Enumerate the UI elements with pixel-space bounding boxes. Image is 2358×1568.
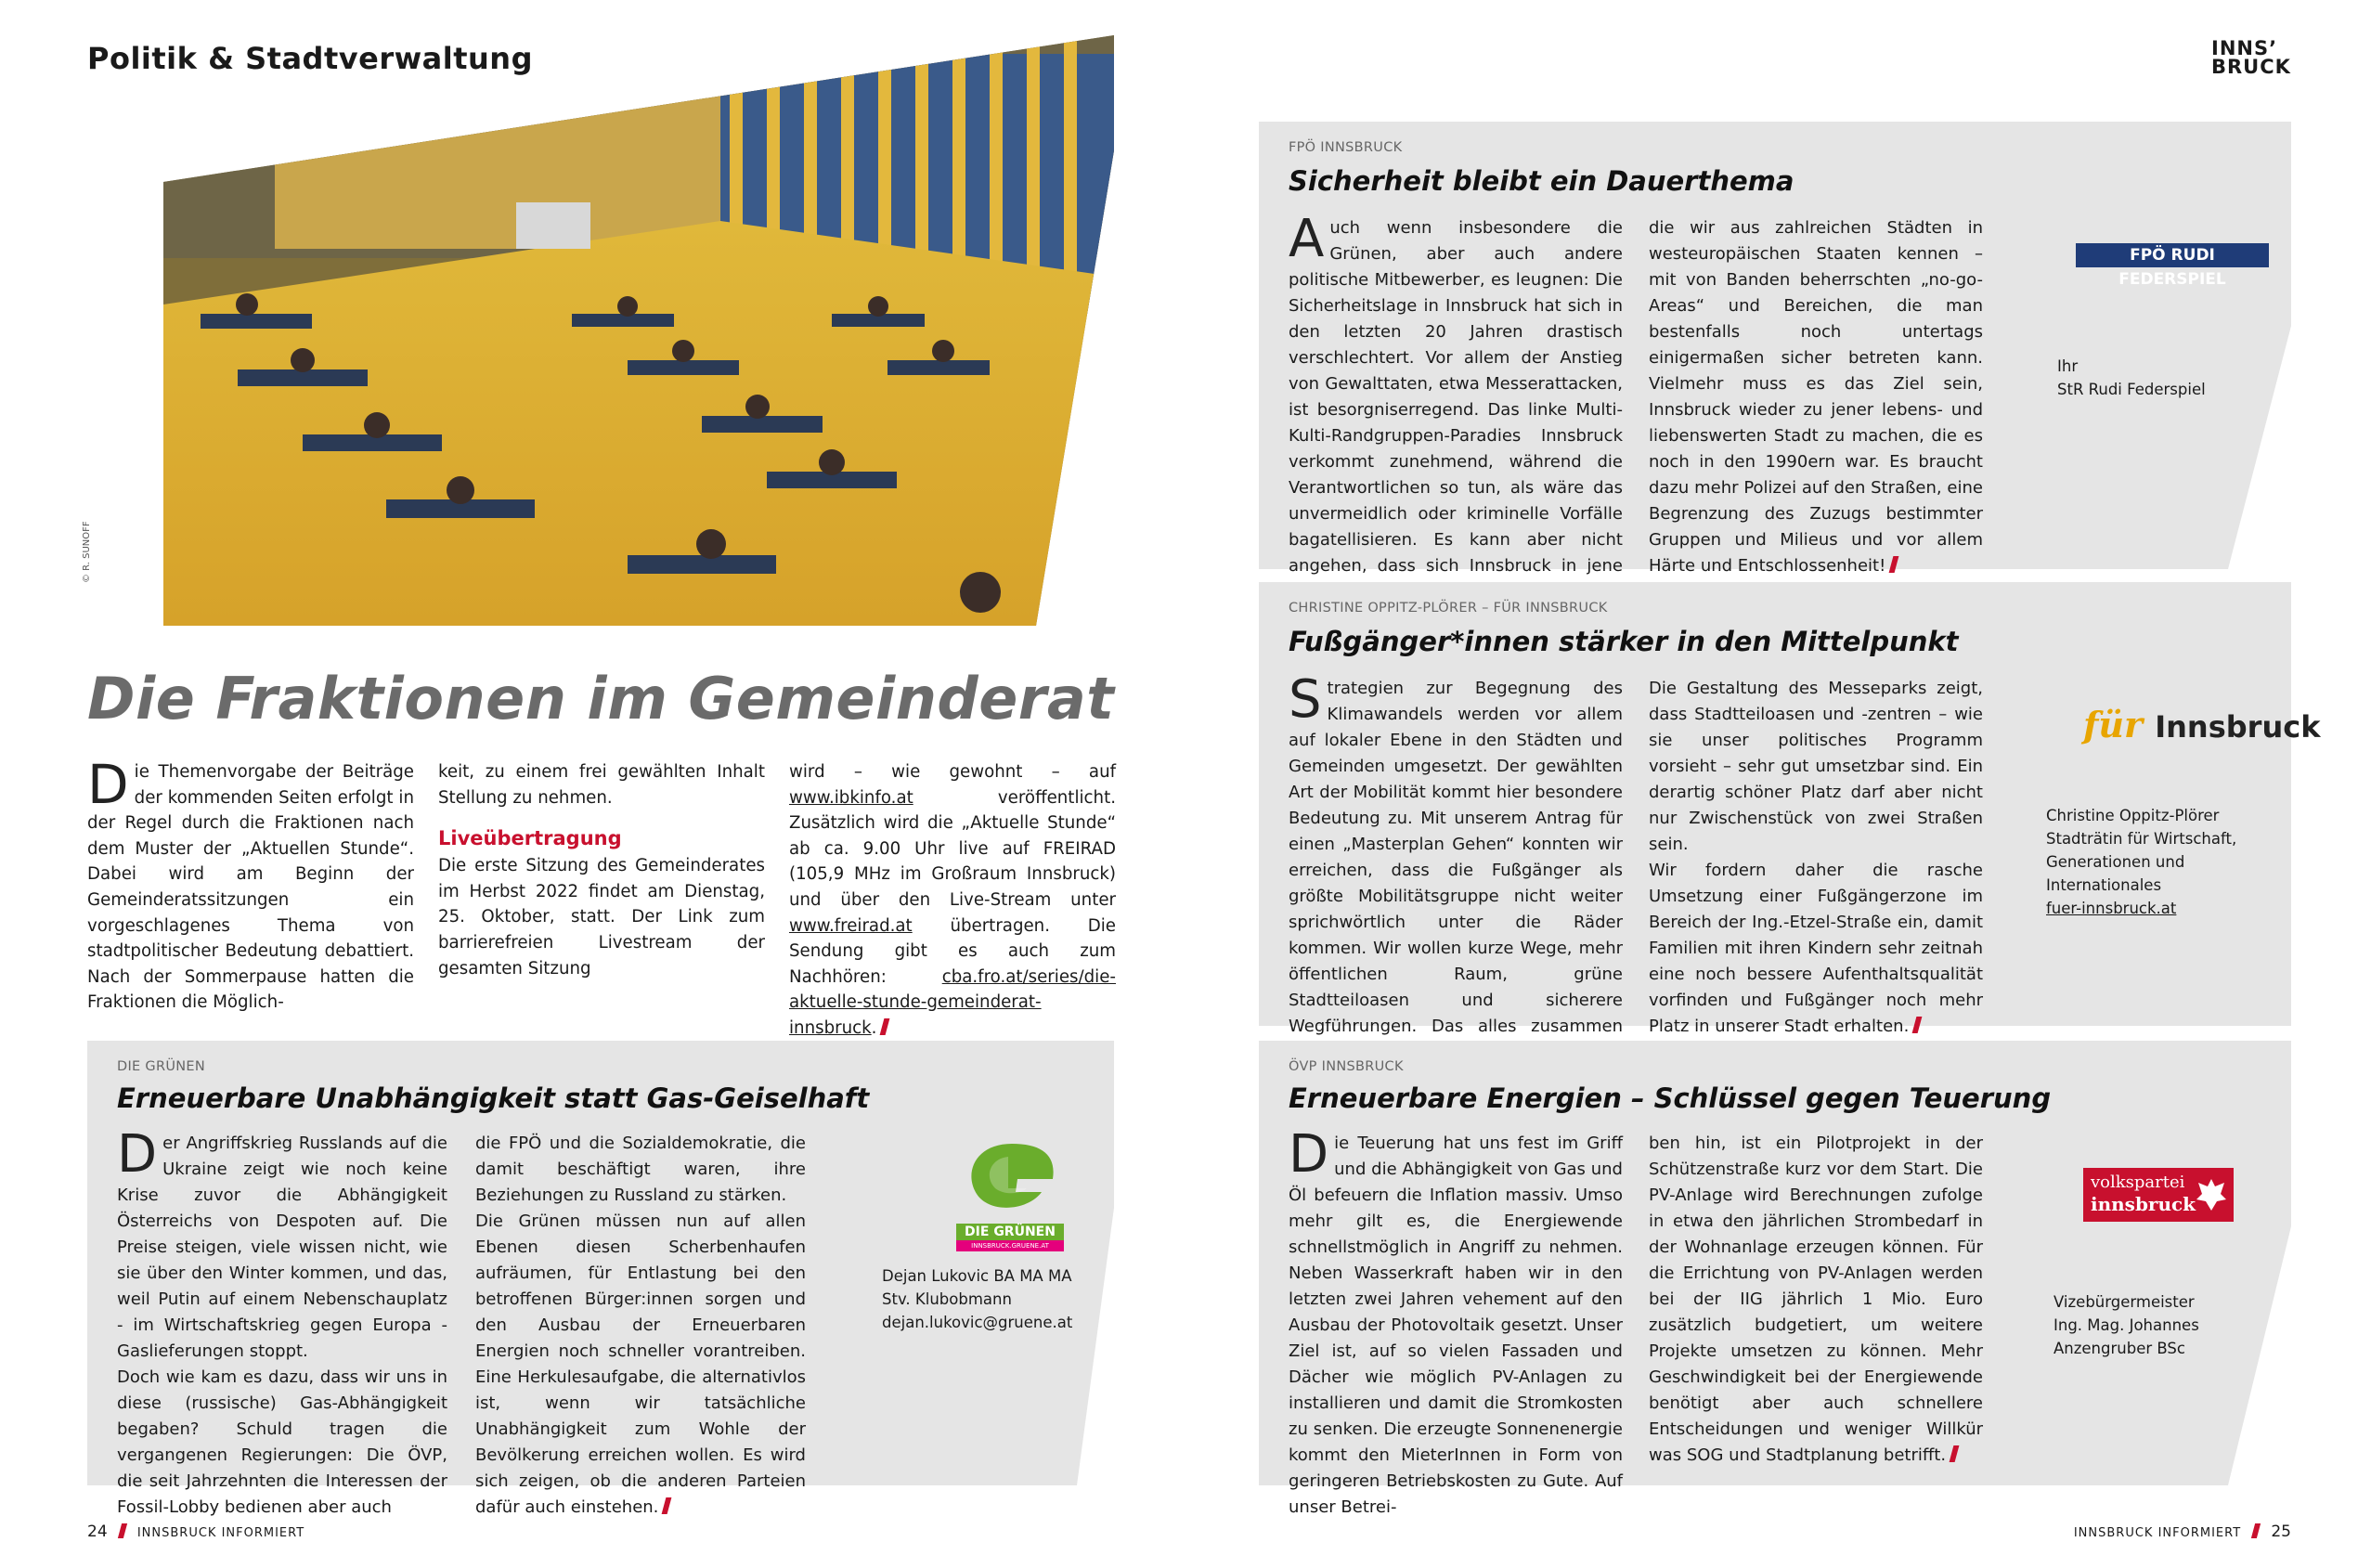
gruene-text-1: er Angriffskrieg Russlands auf die Ukraine zeigt wie noch keine Krise zuvor die Abhängigkeit Österreichs von Despoten auf. Die Preise steigen, viele wissen nicht, wie sie über den Winter kommen, und das, weil Putin auf einem Nebenschauplatz - im Wirtschaftskrieg gegen Europa - Gaslieferungen stoppt. [117,1134,447,1361]
author-line: Anzengruber BSc [2054,1340,2185,1357]
footer-slash-icon [2251,1523,2261,1538]
drop-cap: S [1289,669,1322,730]
fpoe-text-2: die wir aus zahlreichen Städten in westeuropäischen Staaten kennen – mit von Banden beherrschten „no-go-Areas“ und Bereichen, die man bestenfalls noch untertags einigermaßen sicher betreten kann. Vielmehr muss es das Ziel sein, Innsbruck wieder zu jener lebens- und liebenswerten Stadt zu machen, die es noch in den 1990ern war. Es braucht dazu mehr Polizei auf den Straßen, eine Begrenzung des Zuzugs bestimmter Gruppen und Milieus und vor allem Härte und Entschlossenheit! [1649,218,1983,576]
gruene-logo-text: DIE GRÜNEN [956,1224,1064,1240]
oevp-author [2054,1290,2199,1360]
innsbruck-logo [2211,39,2291,76]
gruene-text-2b: Die Grünen müssen nun auf allen Ebenen diesen Scherbenhaufen aufräumen, für Entlastung bei den betroffenen Bürger:innen sorgen und den Ausbau der Erneuerbaren Energien noch schneller vorantreiben. Eine Herkulesaufgabe, die alternativlos ist, wenn wir tatsächliche Unabhängigkeit zum Wohle der Bevölkerung erreichen wollen. Es wird sich zeigen, ob die anderen Parteien dafür auch einstehen. [475,1212,806,1517]
fuer-logo-a: für [2083,704,2143,745]
fuer-logo-b: Innsbruck [2155,709,2321,745]
live-heading: Liveübertragung [438,827,622,850]
page-number-left: 24 [87,1523,108,1541]
page-headline: Die Fraktionen im Gemeinderat [87,665,1115,732]
drop-cap: D [87,753,129,816]
council-photo [163,35,1114,626]
footer-right [2074,1523,2291,1541]
author-line: Generationen und [2046,853,2185,871]
oevp-column-1 [1289,1124,1623,1521]
author-line: Ing. Mag. Johannes [2054,1316,2199,1334]
intro-column-3 [789,759,1116,1042]
footer-text-right: INNSBRUCK INFORMIERT [2073,1526,2242,1540]
fpoe-column-2 [1649,215,1983,579]
fuer-author [2046,804,2236,920]
eagle-icon [2195,1175,2228,1214]
footer-slash-icon [118,1523,127,1538]
author-line: Stadträtin für Wirtschaft, [2046,830,2237,848]
fpoe-author [2057,355,2206,401]
author-line: Vizebürgermeister [2054,1293,2195,1311]
intro-column-2 [438,759,765,981]
fpoe-title: Sicherheit bleibt ein Dauerthema [1289,165,1794,197]
gruene-column-1 [117,1124,447,1521]
fuer-column-1 [1289,669,1623,1092]
intro-column-1 [87,753,414,1016]
fuer-text-1: trategien zur Begegnung des Klimawandels werden vor allem auf lokaler Ebene in den Städten und Gemeinden umgesetzt. Der gewählten Art der Mobilität kommt hier besondere Bedeutung zu. Mit unserem Antrag für einen „Masterplan Gehen“ konnten wir erreichen, dass die Fußgänger als größte Mobilitätsgruppe nicht weiter sprichwörtlich unter die Räder kommen. Wir wollen kurze Wege, mehr öffentlichen Raum, grüne Stadtteiloasen und sicherere Wegführungen. Das alles zusammen [1289,679,1623,1036]
gruene-column-2 [475,1131,806,1521]
logo-line1: INNS’ [2211,37,2278,59]
gruene-text-2: die FPÖ und die Sozialdemokratie, die damit beschäftigt waren, ihre Beziehungen zu Russland zu stärken. [475,1134,806,1205]
fuer-column-2 [1649,676,1983,1040]
intro-text-1: ie Themenvorgabe der Beiträge der kommenden Seiten erfolgt in der Regel durch die Fraktionen nach dem Muster der „Aktuellen Stunde“. Dabei wird am Beginn der Gemeinderatssitzungen ein vorgeschlagenes Thema von stadtpolitischer Bedeutung debattiert. Nach der Sommerpause hatten die Fraktionen die Möglich- [87,762,414,1013]
fuer-text-2: Die Gestaltung des Messeparks zeigt, dass Stadtteiloasen und -zentren – wie sie unser politisches Programm vorsieht – sehr gut umsetzbar sind. Ein derartig schöner Platz darf aber nicht nur Zwischenstück von zwei Straßen sein. [1649,679,1983,854]
cba-link[interactable]: cba.fro.at/series/die-aktuelle-stunde-gemeinderat-innsbruck [789,966,1116,1038]
oevp-title: Erneuerbare Energien – Schlüssel gegen Teuerung [1289,1082,2052,1114]
intro-text-3d: . [871,1017,877,1038]
section-title: Politik & Stadtverwaltung [87,41,533,76]
fpoe-label: FPÖ INNSBRUCK [1289,140,1403,155]
oevp-logo-b: innsbruck [2091,1193,2196,1215]
fpoe-column-1 [1289,209,1623,605]
author-line: Dejan Lukovic BA MA MA [882,1267,1072,1285]
oevp-text-2: ben hin, ist ein Pilotprojekt in der Schützenstraße kurz vor dem Start. Die PV-Anlage wird Berechnungen zufolge in etwa den jährlichen Strombedarf in der Wohnanlage erzeugen können. Für die Errichtung von PV-Anlagen werden bei der IIG jährlich 1 Mio. Euro zusätzlich budgetiert, um weitere Projekte umsetzen zu können. Mehr Geschwindigkeit bei der Energiewende benötigt aber auch schnellere Entscheidungen und weniger Willkür was SOG und Stadtplanung betrifft. [1649,1134,1983,1465]
fpoe-logo: FPÖ RUDI FEDERSPIEL [2076,243,2269,267]
drop-cap: D [1289,1124,1329,1185]
oevp-logo [2083,1168,2234,1222]
author-line: Ihr [2057,357,2079,375]
fuer-title: Fußgänger*innen stärker in den Mittelpunkt [1289,626,1959,657]
fpoe-box-cut [1987,122,2291,569]
freirad-link[interactable]: www.freirad.at [789,915,913,936]
oevp-logo-a: volkspartei [2091,1173,2185,1192]
fuer-text-2b: Wir fordern daher die rasche Umsetzung einer Fußgängerzone im Bereich der Ing.-Etzel-Straße ein, damit Familien mit ihren Kindern sehr zeitnah eine noch bessere Aufenthaltsqualität vorfinden und Fußgänger noch mehr Platz in unserer Stadt erhalten. [1649,861,1983,1036]
gruene-text-1b: Doch wie kam es dazu, dass wir uns in diese (russische) Gas-Abhängigkeit begaben? Schuld tragen die vergangenen Regierungen: Die ÖVP, die seit Jahrzehnten die Interessen der Fossil-Lobby bedienen aber auch [117,1367,447,1517]
page-number-right: 25 [2271,1523,2291,1541]
footer-text-left: INNSBRUCK INFORMIERT [136,1526,305,1540]
intro-text-3a: wird – wie gewohnt – auf [789,762,1116,782]
intro-text-2: keit, zu einem frei gewählten Inhalt Stellung zu nehmen. [438,762,765,808]
author-line: Internationales [2046,876,2162,894]
gruene-logo [956,1136,1064,1250]
oevp-text-1: ie Teuerung hat uns fest im Griff und die Abhängigkeit von Gas und Öl befeuern die Inflation massiv. Umso mehr gilt es, die Energiewende schnellstmöglich in Angriff zu nehmen. Neben Wasserkraft haben wir in den letzten zwei Jahren vehement auf den Ausbau der Photovoltaik gesetzt. Unser Ziel ist, auf so vielen Fassaden und Dächer wie möglich PV-Anlagen zu installieren und damit die Stromkosten zu senken. Die erzeugte Sonnenenergie kommt den MieterInnen in Form von geringeren Betriebskosten zu Gute. Auf unser Betrei- [1289,1134,1623,1517]
author-email: dejan.lukovic@gruene.at [882,1314,1073,1331]
intro-text-3b: veröffentlicht. Zusätzlich wird die „Aktuelle Stunde“ ab ca. 9.00 Uhr live auf FREIRAD (105,9 MHz im Großraum Innsbruck) und über den Live-Stream unter [789,787,1116,910]
end-mark-icon [1912,1017,1923,1033]
gruene-label: DIE GRÜNEN [117,1059,205,1074]
logo-line2: BRUCK [2211,56,2291,78]
oevp-column-2 [1649,1131,1983,1469]
drop-cap: A [1289,209,1325,269]
drop-cap: D [117,1124,158,1185]
fuer-label: CHRISTINE OPPITZ-PLÖRER – FÜR INNSBRUCK [1289,601,1608,616]
end-mark-icon [662,1497,672,1514]
oevp-label: ÖVP INNSBRUCK [1289,1059,1404,1074]
photo-credit: © R. SUNOFF [82,521,92,583]
gruene-leaf-icon [956,1136,1064,1220]
gruene-logo-sub: INNSBRUCK.GRUENE.AT [956,1240,1064,1251]
end-mark-icon [1950,1445,1960,1462]
fuer-website-link[interactable]: fuer-innsbruck.at [2046,900,2177,917]
author-line: StR Rudi Federspiel [2057,381,2206,398]
fpoe-text-1: uch wenn insbesondere die Grünen, aber auch andere politische Mitbewerber, es leugnen: Die Sicherheitslage in Innsbruck hat sich in den letzten 20 Jahren drastisch verschlechtert. Vor allem der Anstieg von Gewalttaten, etwa Messerattacken, ist besorgniserregend. Das linke Multi-Kulti-Randgruppen-Paradies Innsbruck verkommt zunehmend, während die Verantwortlichen so tun, als wäre das unvermeidlich oder kriminelle Vorfälle bagatellisieren. Es kann aber nicht angehen, dass sich Innsbruck in jene [1289,218,1623,576]
end-mark-icon [1889,556,1899,573]
author-line: Christine Oppitz-Plörer [2046,807,2220,824]
intro-text-3c: übertragen. Die Sendung gibt es auch zum Nachhören: [789,915,1116,987]
end-mark-icon [880,1018,890,1035]
author-line: Stv. Klubobmann [882,1290,1012,1308]
gruene-author [882,1264,1072,1334]
footer-left [87,1523,304,1541]
fuer-logo [2083,704,2320,745]
gruene-title: Erneuerbare Unabhängigkeit statt Gas-Geiselhaft [117,1082,870,1114]
ibkinfo-link[interactable]: www.ibkinfo.at [789,787,913,808]
intro-text-2b: Die erste Sitzung des Gemeinderates im Herbst 2022 findet am Dienstag, 25. Oktober, statt. Der Link zum barrierefreien Livestream der gesamten Sitzung [438,856,765,978]
